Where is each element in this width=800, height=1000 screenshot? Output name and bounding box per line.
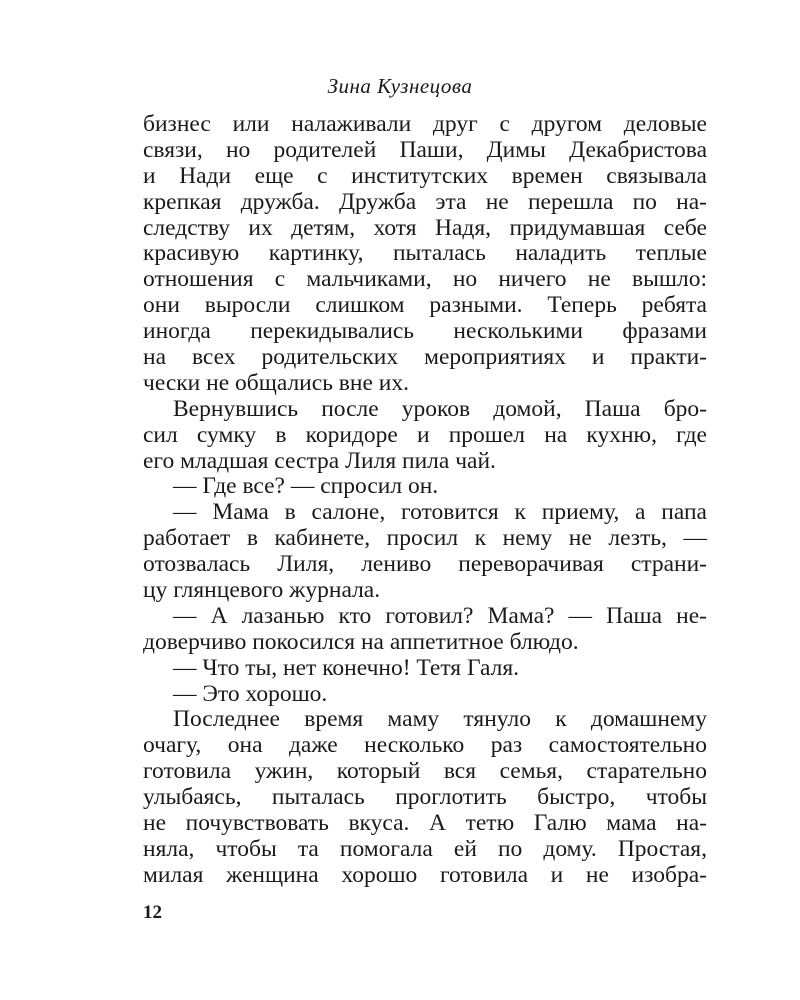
text-line: чески не общались вне их. [143, 369, 409, 396]
text-line: — Мама в салоне, готовится к приему, а папа [173, 499, 707, 526]
text-line: красивую картинку, пыталась наладить теплые [143, 240, 707, 267]
text-line: Последнее время маму тянуло к домашнему [173, 706, 707, 733]
running-head-author: Зина Кузнецова [327, 74, 473, 98]
text-line: на всех родительских мероприятиях и практи- [143, 344, 707, 371]
text-line: — Это хорошо. [173, 680, 328, 707]
text-line: крепкая дружба. Дружба эта не перешла по на- [143, 188, 707, 215]
text-line: отозвалась Лиля, лениво переворачивая страни- [143, 551, 707, 578]
text-line: милая женщина хорошо готовила и не изобра- [143, 861, 707, 888]
text-line: цу глянцевого журнала. [143, 577, 381, 604]
text-line: они выросли слишком разными. Теперь ребята [143, 292, 707, 319]
text-line: улыбаясь, пыталась проглотить быстро, чтобы [143, 784, 707, 811]
text-line: и Нади еще с институтских времен связывала [143, 162, 707, 189]
text-line: иногда перекидывались несколькими фразами [143, 318, 707, 345]
text-line: следству их детям, хотя Надя, придумавшая себе [143, 214, 707, 241]
text-line: — А лазанью кто готовил? Мама? — Паша не- [173, 602, 707, 629]
text-line: связи, но родителей Паши, Димы Декабристова [143, 136, 707, 163]
text-line: няла, чтобы та помогала ей по дому. Простая, [143, 835, 707, 862]
text-line: готовила ужин, который вся семья, старательно [143, 758, 707, 785]
text-line: доверчиво покосился на аппетитное блюдо. [143, 628, 579, 655]
text-line: очагу, она даже несколько раз самостоятельно [143, 732, 707, 759]
text-line: Вернувшись после уроков домой, Паша бро- [173, 395, 707, 422]
text-line: — Что ты, нет конечно! Тетя Галя. [173, 654, 520, 681]
body-text [143, 112, 707, 889]
text-line: сил сумку в коридоре и прошел на кухню, где [143, 421, 707, 448]
text-line: его младшая сестра Лиля пила чай. [143, 447, 496, 474]
page-number: 12 [143, 902, 162, 923]
text-line: бизнес или налаживали друг с другом деловые [143, 111, 707, 137]
text-line: отношения с мальчиками, но ничего не вышло: [143, 266, 707, 293]
text-line: не почувствовать вкуса. А тетю Галю мама на- [143, 810, 707, 837]
text-line: работает в кабинете, просил к нему не лезть, — [143, 525, 707, 552]
text-line: — Где все? — спросил он. [173, 473, 439, 500]
